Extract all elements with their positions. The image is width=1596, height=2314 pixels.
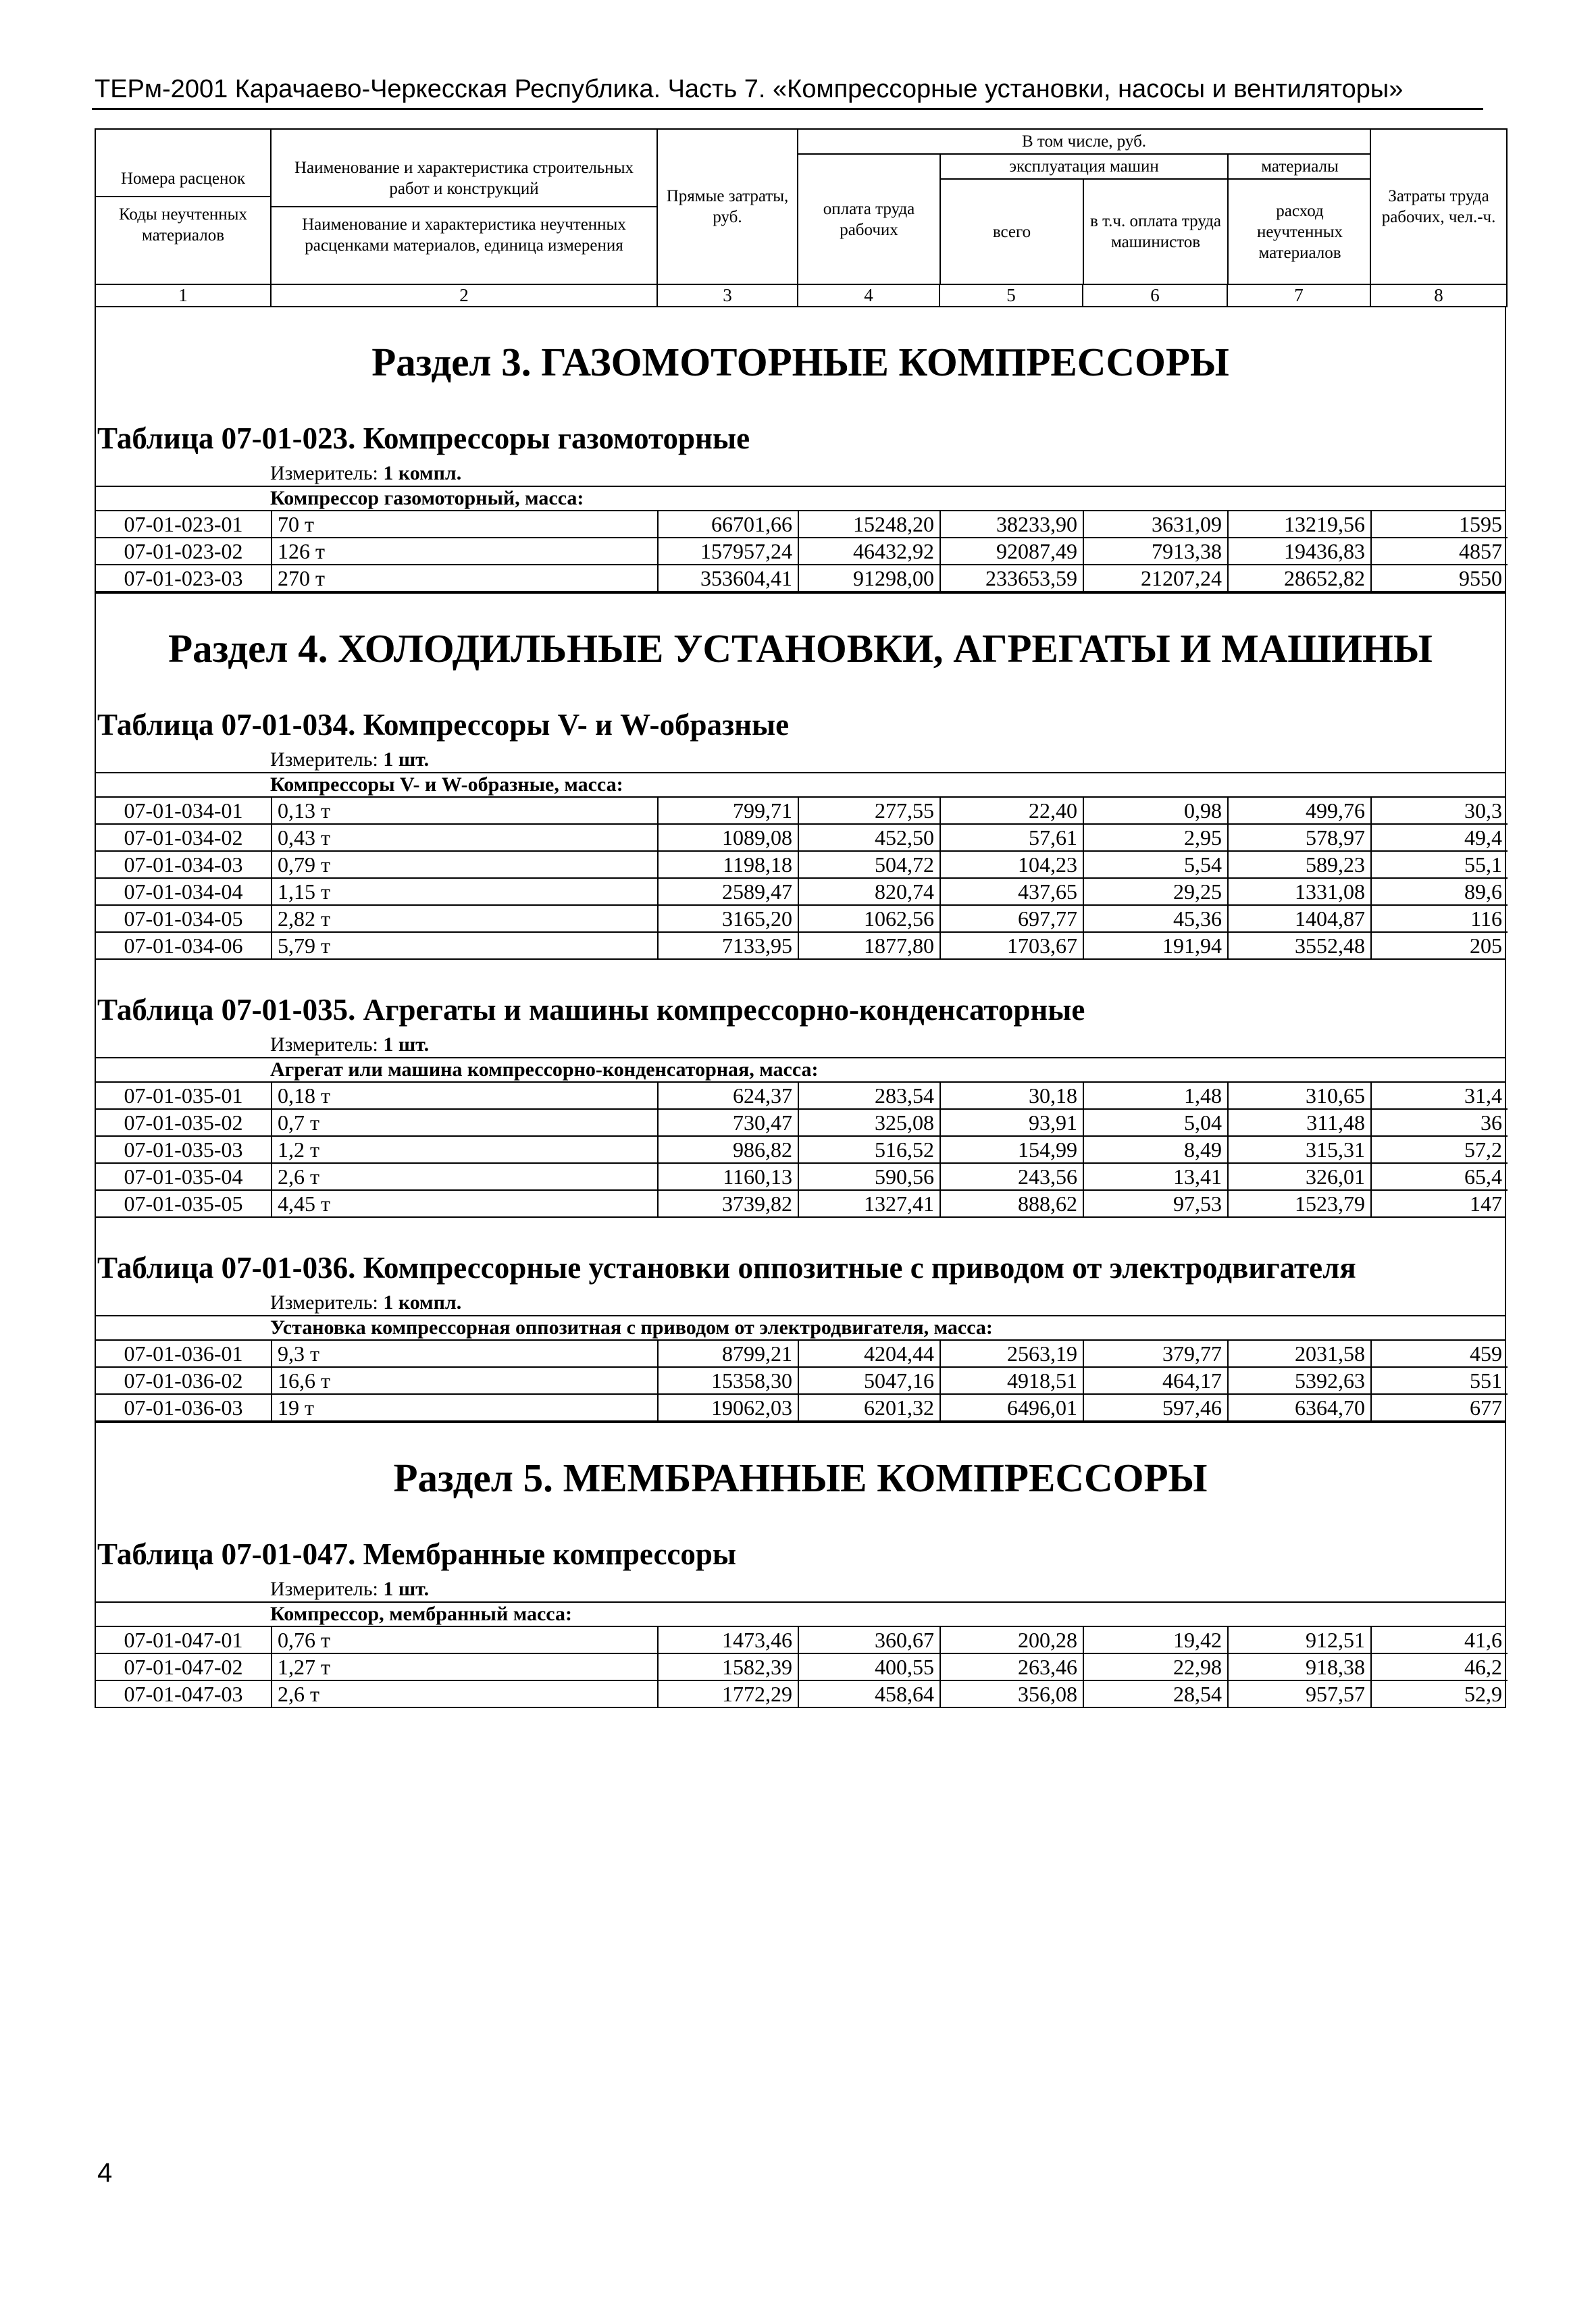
- value-cell: 15248,20: [798, 511, 940, 538]
- value-cell: 5,54: [1083, 851, 1228, 878]
- rate-code-cell: 07-01-047-02: [96, 1653, 272, 1680]
- table-title: Таблица 07-01-035. Агрегаты и машины компрессорно-конденсаторные: [97, 993, 1085, 1027]
- value-cell: 21207,24: [1083, 565, 1228, 591]
- value-cell: 8,49: [1083, 1136, 1228, 1163]
- value-cell: 799,71: [658, 798, 798, 824]
- col-number: 2: [271, 284, 657, 307]
- col-header-materials: материалы: [1228, 155, 1371, 179]
- value-cell: 1877,80: [798, 932, 940, 958]
- group-heading: Установка компрессорная оппозитная с приводом от электродвигателя, масса:: [96, 1316, 1505, 1341]
- value-cell: 3739,82: [658, 1190, 798, 1216]
- value-cell: 2031,58: [1228, 1341, 1371, 1367]
- value-cell: 13219,56: [1228, 511, 1371, 538]
- rate-code-cell: 07-01-034-05: [96, 905, 272, 932]
- table-row: [96, 1367, 1508, 1394]
- value-cell: 3631,09: [1083, 511, 1228, 538]
- rate-code-cell: 07-01-035-02: [96, 1109, 272, 1136]
- value-cell: 191,94: [1083, 932, 1228, 958]
- col-number: 1: [95, 284, 271, 307]
- value-cell: 697,77: [940, 905, 1083, 932]
- measure-label: Измеритель:: [270, 748, 378, 771]
- measure-unit: [96, 744, 1505, 773]
- column-number-row: [95, 284, 1507, 307]
- rate-code-cell: 07-01-034-06: [96, 932, 272, 958]
- mass-cell: 0,18 т: [272, 1083, 658, 1109]
- measure-value: 1 шт.: [383, 1033, 430, 1056]
- value-cell: 2589,47: [658, 878, 798, 905]
- measure-label: Измеритель:: [270, 462, 378, 484]
- value-cell: 353604,41: [658, 565, 798, 591]
- value-cell: 356,08: [940, 1680, 1083, 1707]
- value-cell: 22,98: [1083, 1653, 1228, 1680]
- rate-code-cell: 07-01-047-03: [96, 1680, 272, 1707]
- value-cell: 263,46: [940, 1653, 1083, 1680]
- value-cell: 310,65: [1228, 1083, 1371, 1109]
- value-cell: 677: [1470, 1395, 1502, 1420]
- measure-value: 1 шт.: [383, 1578, 430, 1600]
- value-cell: 57,2: [1371, 1136, 1508, 1163]
- sections-container: [95, 307, 1506, 1708]
- section-title: Раздел 3. ГАЗОМОТОРНЫЕ КОМПРЕССОРЫ: [371, 340, 1229, 384]
- value-cell: 326,01: [1228, 1163, 1371, 1190]
- col-number: 4: [798, 284, 939, 307]
- rate-code-cell: 07-01-036-01: [96, 1341, 272, 1367]
- rate-code-cell: 07-01-035-01: [96, 1083, 272, 1109]
- table-row: [96, 878, 1508, 905]
- col-header-direct-costs: Прямые затраты, руб.: [657, 129, 798, 284]
- value-cell: 820,74: [798, 878, 940, 905]
- measure-label: Измеритель:: [270, 1291, 378, 1314]
- value-cell: 499,76: [1228, 798, 1371, 824]
- rate-code-cell: 07-01-023-03: [96, 565, 272, 591]
- value-cell: 551: [1371, 1367, 1508, 1394]
- value-cell: 15358,30: [658, 1367, 798, 1394]
- value-cell: 36: [1371, 1109, 1508, 1136]
- value-cell: 28,54: [1083, 1680, 1228, 1707]
- value-cell: 1062,56: [798, 905, 940, 932]
- value-cell: 7133,95: [658, 932, 798, 958]
- value-cell: 1703,67: [940, 932, 1083, 958]
- value-cell: 233653,59: [940, 565, 1083, 591]
- mass-cell: 0,7 т: [272, 1109, 658, 1136]
- value-cell: 200,28: [940, 1627, 1083, 1653]
- value-cell: 6496,01: [940, 1394, 1083, 1420]
- col-header-including: В том числе, руб.: [798, 129, 1370, 154]
- value-cell: 19,42: [1083, 1627, 1228, 1653]
- value-cell: 1772,29: [658, 1680, 798, 1707]
- table-row: [96, 1394, 1508, 1420]
- value-cell: 1,48: [1083, 1083, 1228, 1109]
- mass-cell: 1,27 т: [272, 1653, 658, 1680]
- value-cell: 590,56: [798, 1163, 940, 1190]
- value-cell: 2563,19: [940, 1341, 1083, 1367]
- value-cell: 154,99: [940, 1136, 1083, 1163]
- value-cell: 624,37: [658, 1083, 798, 1109]
- rate-code-cell: 07-01-034-01: [96, 798, 272, 824]
- value-cell: 52,9: [1464, 1682, 1502, 1706]
- measure-value: 1 компл.: [383, 462, 462, 484]
- value-cell: 38233,90: [940, 511, 1083, 538]
- value-cell: 1473,46: [658, 1627, 798, 1653]
- rate-code-cell: 07-01-023-01: [96, 511, 272, 538]
- col-number: 3: [657, 284, 798, 307]
- value-cell: 1404,87: [1228, 905, 1371, 932]
- table-row: [96, 851, 1508, 878]
- measure-label: Измеритель:: [270, 1578, 378, 1600]
- table-row: [96, 1136, 1508, 1163]
- document-body: [95, 128, 1506, 1708]
- col-header-machines: эксплуатация машин: [940, 155, 1228, 179]
- value-cell: 8799,21: [658, 1341, 798, 1367]
- table-spacer: [96, 958, 1505, 984]
- value-cell: 1160,13: [658, 1163, 798, 1190]
- col-number: 7: [1227, 284, 1370, 307]
- rate-code-cell: 07-01-034-02: [96, 824, 272, 851]
- table-row: [96, 905, 1508, 932]
- mass-cell: 16,6 т: [272, 1367, 658, 1394]
- section-title: Раздел 5. МЕМБРАННЫЕ КОМПРЕССОРЫ: [96, 1422, 1505, 1528]
- mass-cell: 2,82 т: [272, 905, 658, 932]
- value-cell: 97,53: [1083, 1190, 1228, 1216]
- mass-cell: 19 т: [272, 1394, 658, 1420]
- value-cell: 6201,32: [798, 1394, 940, 1420]
- value-cell: 283,54: [798, 1083, 940, 1109]
- mass-cell: 9,3 т: [272, 1341, 658, 1367]
- value-cell: 49,4: [1371, 824, 1508, 851]
- rates-table: [96, 1341, 1508, 1420]
- value-cell: 516,52: [798, 1136, 940, 1163]
- table-row: [96, 798, 1508, 824]
- measure-value: 1 шт.: [383, 748, 430, 771]
- rate-code-cell: 07-01-034-03: [96, 851, 272, 878]
- table-row: [96, 1083, 1508, 1109]
- value-cell: 13,41: [1083, 1163, 1228, 1190]
- value-cell: 3552,48: [1228, 932, 1371, 958]
- col-header-wage: оплата труда рабочих: [798, 155, 940, 284]
- value-cell: 597,46: [1083, 1394, 1228, 1420]
- value-cell: 5392,63: [1228, 1367, 1371, 1394]
- value-cell: 5,04: [1083, 1109, 1228, 1136]
- measure-unit: [96, 1029, 1505, 1058]
- value-cell: 19436,83: [1228, 538, 1371, 565]
- rates-table: [96, 1083, 1508, 1216]
- measure-unit: [96, 457, 1505, 487]
- value-cell: 918,38: [1228, 1653, 1371, 1680]
- mass-cell: 1,15 т: [272, 878, 658, 905]
- table-row: [96, 1163, 1508, 1190]
- value-cell: 3165,20: [658, 905, 798, 932]
- col-header-machines-total: всего: [940, 179, 1083, 284]
- value-cell: 4204,44: [798, 1341, 940, 1367]
- table-title: Таблица 07-01-047. Мембранные компрессоры: [97, 1537, 737, 1571]
- rate-code-cell: 07-01-034-04: [96, 878, 272, 905]
- value-cell: 4918,51: [940, 1367, 1083, 1394]
- value-cell: 1089,08: [658, 824, 798, 851]
- mass-cell: 0,76 т: [272, 1627, 658, 1653]
- value-cell: 22,40: [940, 798, 1083, 824]
- value-cell: 93,91: [940, 1109, 1083, 1136]
- col-header-names: Наименование и характеристика строительных работ и конструкций Наименование и характеристика неучтенных расценками материалов, единица измерения: [271, 129, 657, 284]
- value-cell: 28652,82: [1228, 565, 1371, 591]
- mass-cell: 126 т: [272, 538, 658, 565]
- value-cell: 452,50: [798, 824, 940, 851]
- value-cell: 277,55: [798, 798, 940, 824]
- value-cell: 9550: [1459, 566, 1502, 590]
- table-row: [96, 932, 1508, 958]
- value-cell: 888,62: [940, 1190, 1083, 1216]
- value-cell: 986,82: [658, 1136, 798, 1163]
- col-number: 8: [1370, 284, 1507, 307]
- value-cell: 243,56: [940, 1163, 1083, 1190]
- value-cell: 31,4: [1371, 1083, 1508, 1109]
- value-cell: 459: [1371, 1341, 1508, 1367]
- rate-code-cell: 07-01-023-02: [96, 538, 272, 565]
- rate-code-cell: 07-01-047-01: [96, 1627, 272, 1653]
- col-number: 6: [1083, 284, 1227, 307]
- col-header-material-consumption: расход неучтенных материалов: [1228, 179, 1371, 284]
- group-heading: Агрегат или машина компрессорно-конденсаторная, масса:: [96, 1058, 1505, 1083]
- value-cell: 730,47: [658, 1109, 798, 1136]
- value-cell: 589,23: [1228, 851, 1371, 878]
- value-cell: 5047,16: [798, 1367, 940, 1394]
- value-cell: 30,3: [1371, 798, 1508, 824]
- table-row: [96, 1627, 1508, 1653]
- value-cell: 379,77: [1083, 1341, 1228, 1367]
- measure-unit: [96, 1573, 1505, 1603]
- value-cell: 458,64: [798, 1680, 940, 1707]
- value-cell: 912,51: [1228, 1627, 1371, 1653]
- mass-cell: 70 т: [272, 511, 658, 538]
- col-number: 5: [939, 284, 1083, 307]
- value-cell: 400,55: [798, 1653, 940, 1680]
- table-title: Таблица 07-01-036. Компрессорные установки оппозитные с приводом от электродвигателя: [97, 1251, 1356, 1285]
- value-cell: 1327,41: [798, 1190, 940, 1216]
- value-cell: 578,97: [1228, 824, 1371, 851]
- value-cell: 0,98: [1083, 798, 1228, 824]
- mass-cell: 1,2 т: [272, 1136, 658, 1163]
- column-header-table: [95, 128, 1508, 307]
- rate-code-cell: 07-01-036-02: [96, 1367, 272, 1394]
- mass-cell: 0,79 т: [272, 851, 658, 878]
- value-cell: 4857: [1371, 538, 1508, 565]
- value-cell: 89,6: [1371, 878, 1508, 905]
- table-row: [96, 1109, 1508, 1136]
- value-cell: 46,2: [1371, 1653, 1508, 1680]
- mass-cell: 2,6 т: [272, 1163, 658, 1190]
- table-spacer: [96, 1216, 1505, 1242]
- value-cell: 1595: [1371, 511, 1508, 538]
- value-cell: 57,61: [940, 824, 1083, 851]
- value-cell: 30,18: [940, 1083, 1083, 1109]
- value-cell: 311,48: [1228, 1109, 1371, 1136]
- value-cell: 504,72: [798, 851, 940, 878]
- mass-cell: 0,13 т: [272, 798, 658, 824]
- header-divider: [92, 108, 1483, 110]
- mass-cell: 5,79 т: [272, 932, 658, 958]
- value-cell: 205: [1470, 933, 1502, 958]
- value-cell: 1331,08: [1228, 878, 1371, 905]
- col-header-labor-hours: Затраты труда рабочих, чел.-ч.: [1370, 129, 1507, 284]
- rate-code-cell: 07-01-035-03: [96, 1136, 272, 1163]
- value-cell: 6364,70: [1228, 1394, 1371, 1420]
- table-row: [96, 565, 1508, 591]
- rates-table: [96, 511, 1508, 591]
- table-title: Таблица 07-01-023. Компрессоры газомоторные: [97, 421, 750, 455]
- col-header-codes: Номера расценок Коды неучтенных материалов: [95, 129, 271, 284]
- value-cell: 437,65: [940, 878, 1083, 905]
- value-cell: 19062,03: [658, 1394, 798, 1420]
- value-cell: 957,57: [1228, 1680, 1371, 1707]
- table-title: Таблица 07-01-034. Компрессоры V- и W-образные: [97, 708, 790, 742]
- value-cell: 41,6: [1371, 1627, 1508, 1653]
- value-cell: 325,08: [798, 1109, 940, 1136]
- value-cell: 55,1: [1371, 851, 1508, 878]
- rate-code-cell: 07-01-035-05: [96, 1190, 272, 1216]
- value-cell: 2,95: [1083, 824, 1228, 851]
- value-cell: 116: [1371, 905, 1508, 932]
- measure-value: 1 компл.: [383, 1291, 462, 1314]
- rate-code-cell: 07-01-036-03: [96, 1394, 272, 1420]
- section-title: Раздел 4. ХОЛОДИЛЬНЫЕ УСТАНОВКИ, АГРЕГАТЫ И МАШИНЫ: [96, 592, 1505, 699]
- value-cell: 1582,39: [658, 1653, 798, 1680]
- value-cell: 104,23: [940, 851, 1083, 878]
- group-heading: Компрессор, мембранный масса:: [96, 1603, 1505, 1627]
- value-cell: 46432,92: [798, 538, 940, 565]
- col-header-operator-wage: в т.ч. оплата труда машинистов: [1083, 179, 1228, 284]
- measure-label: Измеритель:: [270, 1033, 378, 1056]
- rates-table: [96, 798, 1508, 958]
- mass-cell: 4,45 т: [272, 1190, 658, 1216]
- page-number: 4: [97, 2158, 113, 2188]
- group-heading: Компрессор газомоторный, масса:: [96, 487, 1505, 511]
- value-cell: 1198,18: [658, 851, 798, 878]
- value-cell: 65,4: [1371, 1163, 1508, 1190]
- measure-unit: [96, 1287, 1505, 1316]
- value-cell: 157957,24: [658, 538, 798, 565]
- table-row: [96, 1653, 1508, 1680]
- value-cell: 92087,49: [940, 538, 1083, 565]
- value-cell: 7913,38: [1083, 538, 1228, 565]
- table-row: [96, 1680, 1508, 1707]
- value-cell: 464,17: [1083, 1367, 1228, 1394]
- value-cell: 315,31: [1228, 1136, 1371, 1163]
- table-row: [96, 1341, 1508, 1367]
- value-cell: 66701,66: [658, 511, 798, 538]
- mass-cell: 0,43 т: [272, 824, 658, 851]
- mass-cell: 2,6 т: [272, 1680, 658, 1707]
- table-row: [96, 538, 1508, 565]
- value-cell: 360,67: [798, 1627, 940, 1653]
- value-cell: 1523,79: [1228, 1190, 1371, 1216]
- table-row: [96, 1190, 1508, 1216]
- rates-table: [96, 1627, 1508, 1707]
- table-row: [96, 511, 1508, 538]
- value-cell: 45,36: [1083, 905, 1228, 932]
- value-cell: 29,25: [1083, 878, 1228, 905]
- rate-code-cell: 07-01-035-04: [96, 1163, 272, 1190]
- mass-cell: 270 т: [272, 565, 658, 591]
- value-cell: 147: [1470, 1191, 1502, 1216]
- page-header: ТЕРм-2001 Карачаево-Черкесская Республика. Часть 7. «Компрессорные установки, насосы и вентиляторы»: [95, 75, 1404, 103]
- group-heading: Компрессоры V- и W-образные, масса:: [96, 773, 1505, 798]
- table-row: [96, 824, 1508, 851]
- value-cell: 91298,00: [798, 565, 940, 591]
